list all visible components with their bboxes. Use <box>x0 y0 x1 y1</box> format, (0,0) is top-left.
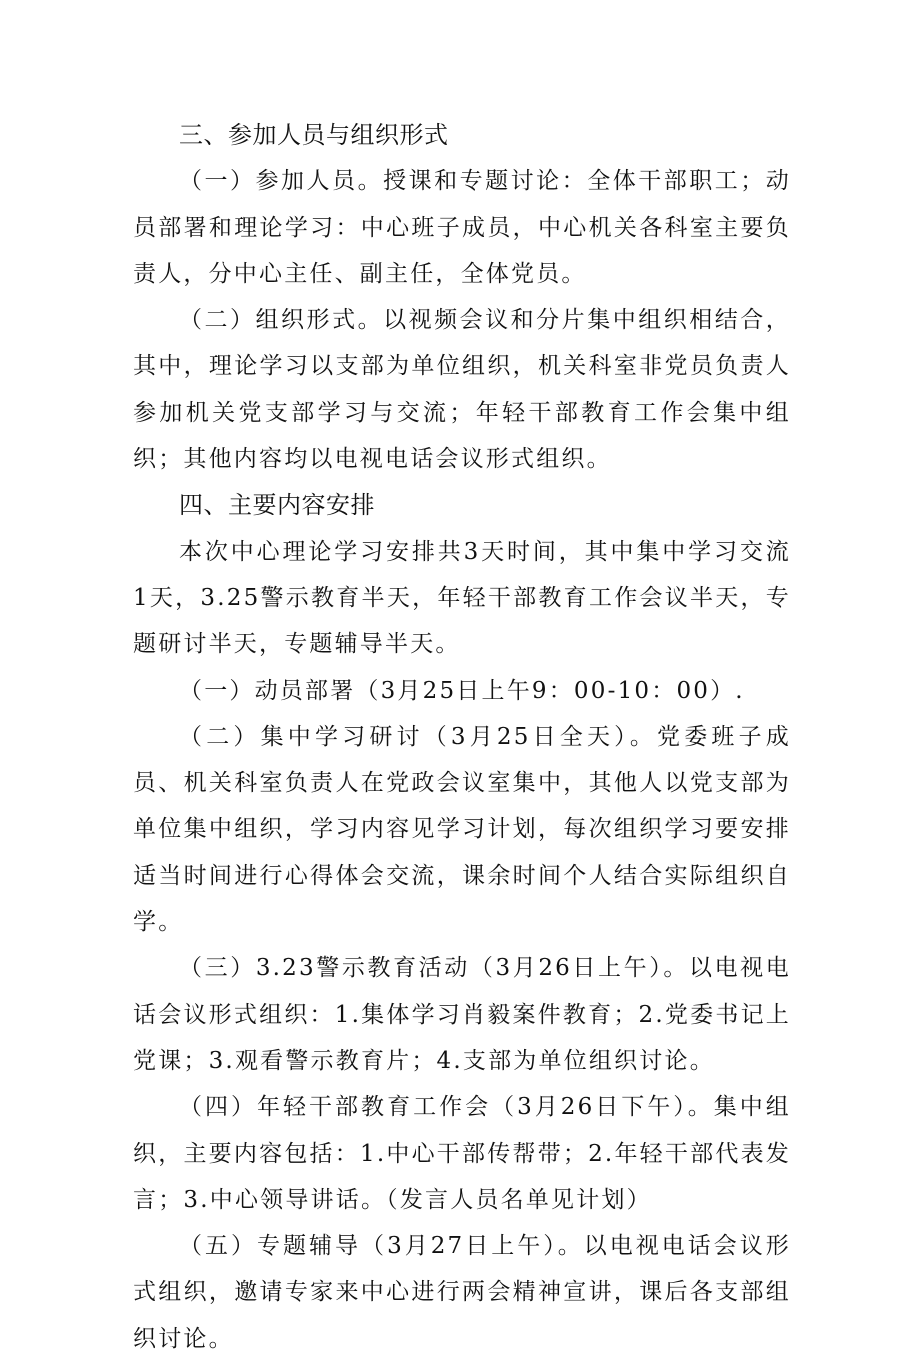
paragraph-young-cadres-meeting: （四）年轻干部教育工作会（3月26日下午）。集中组织，主要内容包括：1.中心干部传帮带；2.年轻干部代表发言；3.中心领导讲话。（发言人员名单见计划） <box>133 1094 791 1213</box>
paragraph-participants: （一）参加人员。授课和专题讨论：全体干部职工；动员部署和理论学习：中心班子成员，中心机关各科室主要负责人，分中心主任、副主任，全体党员。 <box>133 168 791 287</box>
paragraph-mobilization: （一）动员部署（3月25日上午9：00-10：00）. <box>179 677 745 704</box>
paragraph-organization-form: （二）组织形式。以视频会议和分片集中组织相结合，其中，理论学习以支部为单位组织，机关科室非党员负责人参加机关党支部学习与交流；年轻干部教育工作会集中组织；其他内容均以电视电话会议形式组织。 <box>133 307 791 473</box>
paragraph-overview: 本次中心理论学习安排共3天时间，其中集中学习交流1天，3.25警示教育半天，年轻干部教育工作会议半天，专题研讨半天，专题辅导半天。 <box>133 538 791 658</box>
paragraph-warning-education: （三）3.23警示教育活动（3月26日上午）。以电视电话会议形式组织：1.集体学习肖毅案件教育；2.党委书记上党课；3.观看警示教育片；4.支部为单位组织讨论。 <box>133 955 791 1074</box>
paragraph-special-guidance: （五）专题辅导（3月27日上午）。以电视电话会议形式组织，邀请专家来中心进行两会精神宣讲，课后各支部组织讨论。 <box>133 1233 791 1352</box>
paragraph-group-study: （二）集中学习研讨（3月25日全天）。党委班子成员、机关科室负责人在党政会议室集中，其他人以党支部为单位集中组织，学习内容见学习计划，每次组织学习要安排适当时间进行心得体会交流，课余时间个人结合实际组织自学。 <box>133 723 791 936</box>
section-heading-main-content: 四、主要内容安排 <box>179 491 375 520</box>
section-heading-participants: 三、参加人员与组织形式 <box>179 121 449 149</box>
document-body <box>133 112 791 1362</box>
